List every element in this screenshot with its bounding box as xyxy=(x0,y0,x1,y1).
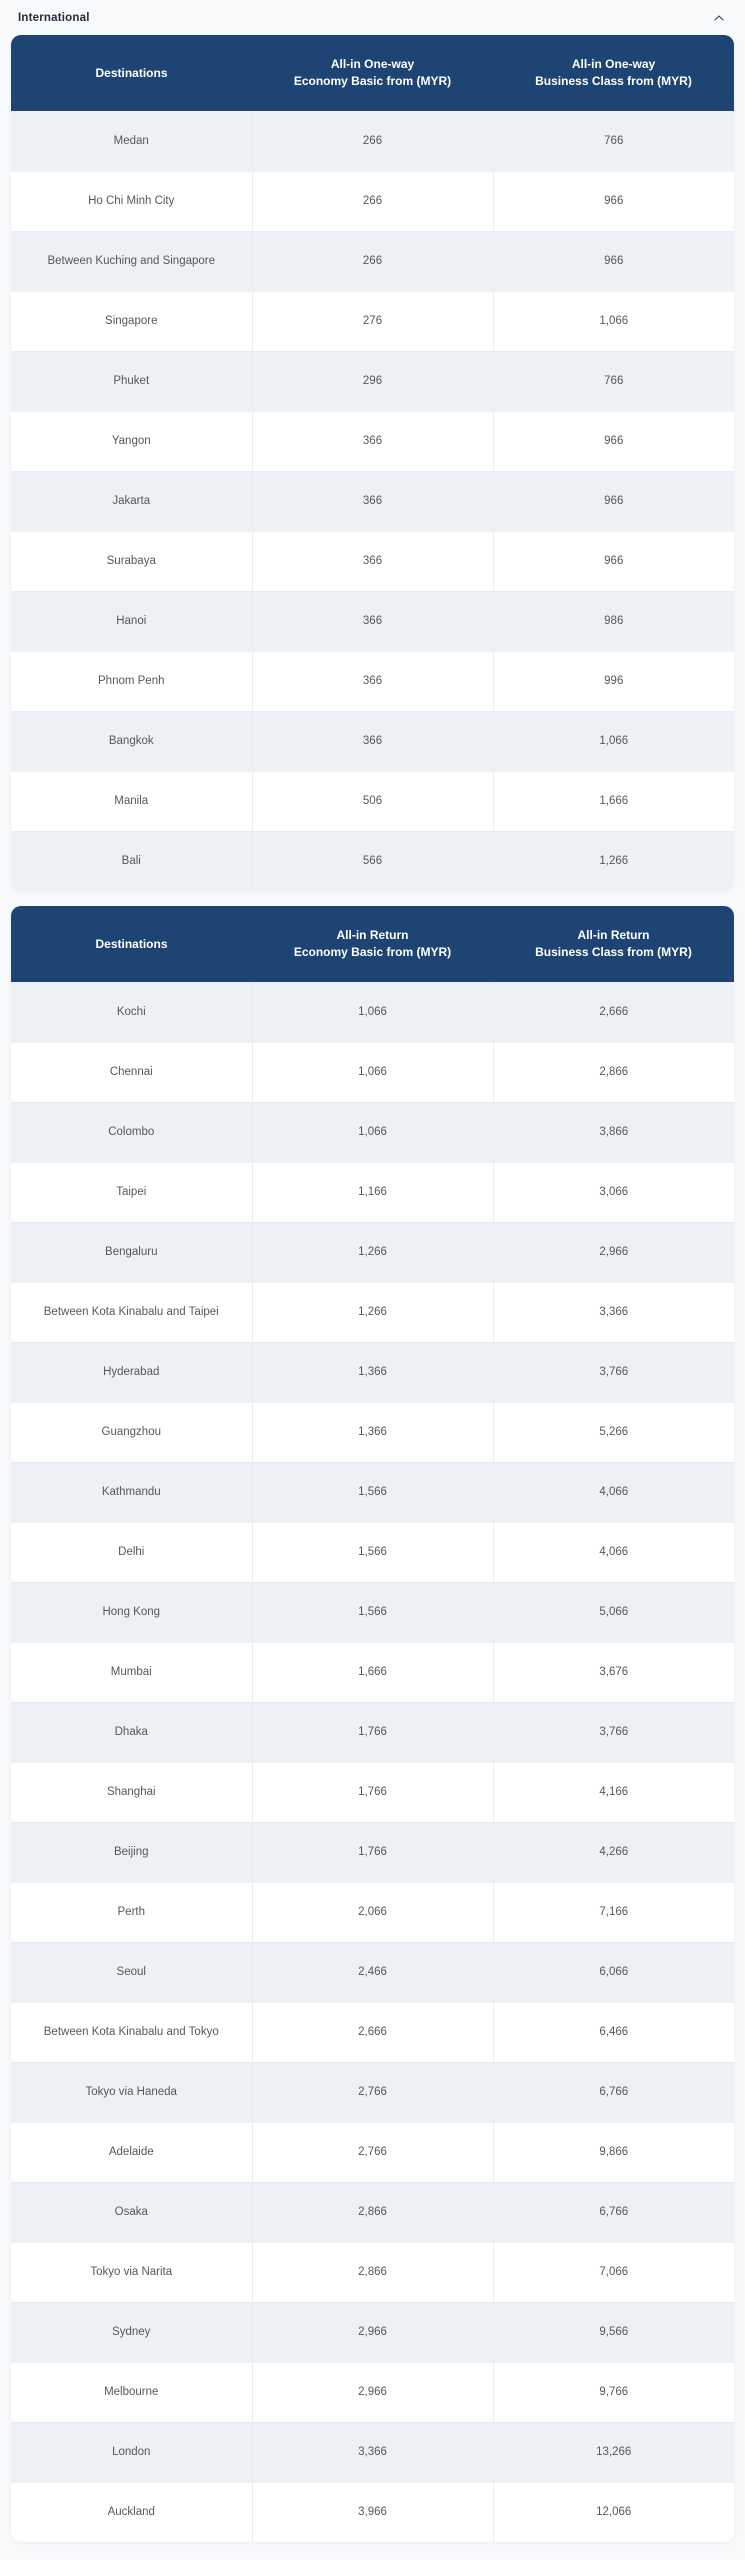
destination-cell: Bangkok xyxy=(11,711,252,771)
business-fare-cell: 9,866 xyxy=(493,2122,734,2182)
business-fare-cell: 6,766 xyxy=(493,2062,734,2122)
business-fare-cell: 3,766 xyxy=(493,1702,734,1762)
destination-cell: Jakarta xyxy=(11,471,252,531)
business-fare-cell: 7,166 xyxy=(493,1882,734,1942)
table-row xyxy=(11,1462,734,1522)
table-row xyxy=(11,2062,734,2122)
economy-fare-cell: 1,766 xyxy=(252,1762,493,1822)
business-fare-cell: 4,066 xyxy=(493,1522,734,1582)
business-fare-cell: 13,266 xyxy=(493,2422,734,2482)
table-row xyxy=(11,171,734,231)
table-row xyxy=(11,1342,734,1402)
economy-fare-cell: 1,066 xyxy=(252,1102,493,1162)
economy-fare-cell: 2,766 xyxy=(252,2062,493,2122)
destination-cell: Ho Chi Minh City xyxy=(11,171,252,231)
economy-fare-cell: 1,066 xyxy=(252,982,493,1042)
economy-fare-cell: 1,566 xyxy=(252,1522,493,1582)
table-row xyxy=(11,1222,734,1282)
table-row xyxy=(11,1882,734,1942)
table-row xyxy=(11,2002,734,2062)
economy-fare-cell: 276 xyxy=(252,291,493,351)
destination-cell: Chennai xyxy=(11,1042,252,1102)
destination-cell: Beijing xyxy=(11,1822,252,1882)
destination-cell: Sydney xyxy=(11,2302,252,2362)
column-header-business: All-in Return Business Class from (MYR) xyxy=(493,906,734,982)
economy-fare-cell: 2,466 xyxy=(252,1942,493,2002)
economy-fare-cell: 1,066 xyxy=(252,1042,493,1102)
economy-fare-cell: 1,566 xyxy=(252,1582,493,1642)
economy-fare-cell: 2,866 xyxy=(252,2242,493,2302)
destination-cell: Phnom Penh xyxy=(11,651,252,711)
table-row xyxy=(11,1582,734,1642)
business-fare-cell: 5,066 xyxy=(493,1582,734,1642)
business-fare-cell: 9,766 xyxy=(493,2362,734,2422)
business-fare-cell: 966 xyxy=(493,531,734,591)
header-row xyxy=(11,35,734,111)
business-fare-cell: 6,766 xyxy=(493,2182,734,2242)
economy-fare-cell: 1,266 xyxy=(252,1282,493,1342)
table-row xyxy=(11,1942,734,2002)
table-row xyxy=(11,2122,734,2182)
business-fare-cell: 4,166 xyxy=(493,1762,734,1822)
business-fare-cell: 1,266 xyxy=(493,831,734,891)
economy-fare-cell: 3,366 xyxy=(252,2422,493,2482)
business-fare-cell: 966 xyxy=(493,171,734,231)
destination-cell: Guangzhou xyxy=(11,1402,252,1462)
business-fare-cell: 2,666 xyxy=(493,982,734,1042)
table-row xyxy=(11,291,734,351)
business-fare-cell: 9,566 xyxy=(493,2302,734,2362)
table-row xyxy=(11,411,734,471)
destination-cell: Hanoi xyxy=(11,591,252,651)
business-fare-cell: 986 xyxy=(493,591,734,651)
economy-fare-cell: 296 xyxy=(252,351,493,411)
economy-fare-cell: 1,366 xyxy=(252,1342,493,1402)
business-fare-cell: 1,066 xyxy=(493,291,734,351)
destination-cell: Taipei xyxy=(11,1162,252,1222)
economy-fare-cell: 566 xyxy=(252,831,493,891)
destination-cell: Dhaka xyxy=(11,1702,252,1762)
table-row xyxy=(11,2422,734,2482)
return-fares-card xyxy=(11,906,734,2542)
business-fare-cell: 966 xyxy=(493,471,734,531)
destination-cell: Delhi xyxy=(11,1522,252,1582)
economy-fare-cell: 366 xyxy=(252,471,493,531)
economy-fare-cell: 1,266 xyxy=(252,1222,493,1282)
economy-fare-cell: 2,066 xyxy=(252,1882,493,1942)
business-fare-cell: 3,366 xyxy=(493,1282,734,1342)
table-row xyxy=(11,531,734,591)
destination-cell: Tokyo via Narita xyxy=(11,2242,252,2302)
economy-fare-cell: 1,766 xyxy=(252,1822,493,1882)
economy-fare-cell: 2,966 xyxy=(252,2302,493,2362)
table-row xyxy=(11,1042,734,1102)
destination-cell: Kochi xyxy=(11,982,252,1042)
table-row xyxy=(11,471,734,531)
destination-cell: Between Kota Kinabalu and Taipei xyxy=(11,1282,252,1342)
column-header-economy: All-in One-way Economy Basic from (MYR) xyxy=(252,35,493,111)
business-fare-cell: 2,966 xyxy=(493,1222,734,1282)
economy-fare-cell: 266 xyxy=(252,171,493,231)
destination-cell: Singapore xyxy=(11,291,252,351)
business-fare-cell: 2,866 xyxy=(493,1042,734,1102)
economy-fare-cell: 2,766 xyxy=(252,2122,493,2182)
table-row xyxy=(11,2362,734,2422)
table-row xyxy=(11,111,734,171)
column-header-destination: Destinations xyxy=(11,35,252,111)
business-fare-cell: 5,266 xyxy=(493,1402,734,1462)
business-fare-cell: 3,066 xyxy=(493,1162,734,1222)
chevron-up-icon[interactable] xyxy=(711,10,727,26)
destination-cell: Hong Kong xyxy=(11,1582,252,1642)
economy-fare-cell: 1,166 xyxy=(252,1162,493,1222)
business-fare-cell: 4,266 xyxy=(493,1822,734,1882)
table-row xyxy=(11,591,734,651)
destination-cell: Kathmandu xyxy=(11,1462,252,1522)
column-header-economy: All-in Return Economy Basic from (MYR) xyxy=(252,906,493,982)
table-row xyxy=(11,1642,734,1702)
destination-cell: Tokyo via Haneda xyxy=(11,2062,252,2122)
table-row xyxy=(11,831,734,891)
table-row xyxy=(11,2302,734,2362)
destination-cell: Seoul xyxy=(11,1942,252,2002)
table-row xyxy=(11,2482,734,2542)
business-fare-cell: 6,466 xyxy=(493,2002,734,2062)
destination-cell: Adelaide xyxy=(11,2122,252,2182)
destination-cell: Osaka xyxy=(11,2182,252,2242)
economy-fare-cell: 506 xyxy=(252,771,493,831)
table-row xyxy=(11,771,734,831)
business-fare-cell: 766 xyxy=(493,351,734,411)
destination-cell: Manila xyxy=(11,771,252,831)
business-fare-cell: 3,766 xyxy=(493,1342,734,1402)
business-fare-cell: 1,666 xyxy=(493,771,734,831)
destination-cell: Hyderabad xyxy=(11,1342,252,1402)
business-fare-cell: 6,066 xyxy=(493,1942,734,2002)
economy-fare-cell: 1,666 xyxy=(252,1642,493,1702)
destination-cell: Between Kuching and Singapore xyxy=(11,231,252,291)
economy-fare-cell: 1,766 xyxy=(252,1702,493,1762)
one-way-fares-card xyxy=(11,35,734,891)
destination-cell: London xyxy=(11,2422,252,2482)
table-row xyxy=(11,651,734,711)
table-row xyxy=(11,1102,734,1162)
table-row xyxy=(11,1402,734,1462)
table-row xyxy=(11,1822,734,1882)
table-row xyxy=(11,231,734,291)
destination-cell: Phuket xyxy=(11,351,252,411)
column-header-destination: Destinations xyxy=(11,906,252,982)
destination-cell: Medan xyxy=(11,111,252,171)
table-row xyxy=(11,2242,734,2302)
destination-cell: Between Kota Kinabalu and Tokyo xyxy=(11,2002,252,2062)
destination-cell: Mumbai xyxy=(11,1642,252,1702)
destination-cell: Bali xyxy=(121,855,141,868)
business-fare-cell: 12,066 xyxy=(493,2482,734,2542)
business-fare-cell: 4,066 xyxy=(493,1462,734,1522)
destination-cell: Yangon xyxy=(11,411,252,471)
economy-fare-cell: 366 xyxy=(252,411,493,471)
table-row xyxy=(11,1702,734,1762)
destination-cell: Shanghai xyxy=(11,1762,252,1822)
column-header-business: All-in One-way Business Class from (MYR) xyxy=(493,35,734,111)
destination-cell: Colombo xyxy=(11,1102,252,1162)
business-fare-cell: 7,066 xyxy=(493,2242,734,2302)
international-accordion-header[interactable] xyxy=(11,0,734,35)
economy-fare-cell: 2,966 xyxy=(252,2362,493,2422)
destination-cell: Surabaya xyxy=(11,531,252,591)
economy-fare-cell: 366 xyxy=(252,591,493,651)
economy-fare-cell: 2,666 xyxy=(252,2002,493,2062)
one-way-fares-table xyxy=(11,35,734,891)
business-fare-cell: 3,866 xyxy=(493,1102,734,1162)
economy-fare-cell: 366 xyxy=(252,711,493,771)
table-row xyxy=(11,1762,734,1822)
business-fare-cell: 1,066 xyxy=(493,711,734,771)
table-row xyxy=(11,1282,734,1342)
economy-fare-cell: 1,366 xyxy=(252,1402,493,1462)
return-fares-table xyxy=(11,906,734,2542)
destination-cell: Auckland xyxy=(107,2506,155,2519)
destination-cell: Perth xyxy=(11,1882,252,1942)
economy-fare-cell: 266 xyxy=(252,231,493,291)
business-fare-cell: 966 xyxy=(493,231,734,291)
economy-fare-cell: 266 xyxy=(252,111,493,171)
business-fare-cell: 766 xyxy=(493,111,734,171)
destination-cell: Melbourne xyxy=(11,2362,252,2422)
economy-fare-cell: 2,866 xyxy=(252,2182,493,2242)
header-row xyxy=(11,906,734,982)
economy-fare-cell: 3,966 xyxy=(252,2482,493,2542)
economy-fare-cell: 1,566 xyxy=(252,1462,493,1522)
table-row xyxy=(11,351,734,411)
table-row xyxy=(11,2182,734,2242)
table-row xyxy=(11,982,734,1042)
destination-cell: Bengaluru xyxy=(11,1222,252,1282)
business-fare-cell: 966 xyxy=(493,411,734,471)
section-title: International xyxy=(18,12,90,24)
table-row xyxy=(11,711,734,771)
table-row xyxy=(11,1162,734,1222)
economy-fare-cell: 366 xyxy=(252,651,493,711)
table-row xyxy=(11,1522,734,1582)
business-fare-cell: 3,676 xyxy=(493,1642,734,1702)
business-fare-cell: 996 xyxy=(493,651,734,711)
economy-fare-cell: 366 xyxy=(252,531,493,591)
